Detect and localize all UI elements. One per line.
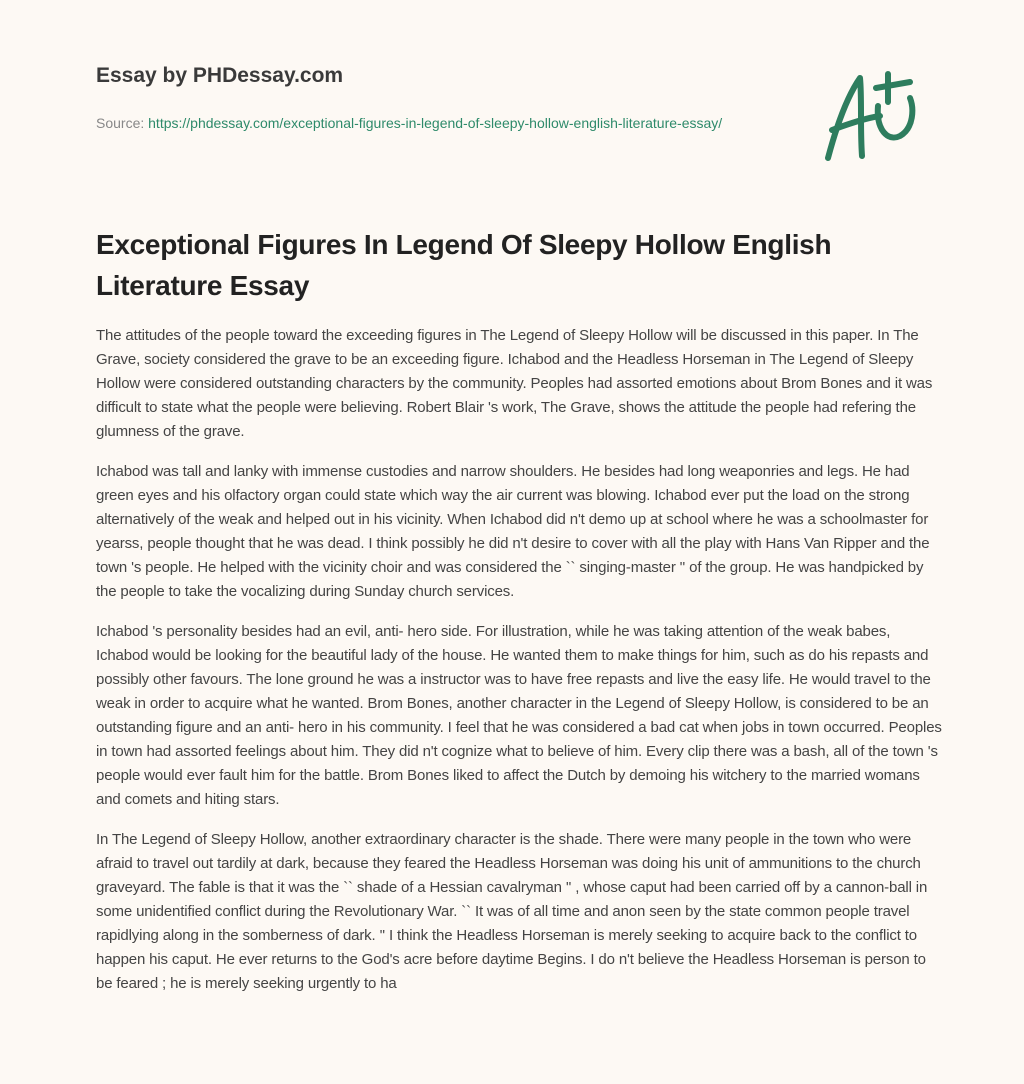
site-title: Essay by PHDessay.com (96, 64, 344, 87)
source-label: Source: (96, 115, 145, 131)
essay-title: Exceptional Figures In Legend Of Sleepy Hollow English Literature Essay (96, 229, 832, 301)
essay-body (96, 324, 946, 1012)
essay-paragraph: Ichabod 's personality besides had an evil, anti- hero side. For illustration, while he was taking attention of the weak babes, Ichabod would be looking for the beautiful lady of the house. He wanted them to make things for him, such as do his repasts and possibly other favours. The lone ground he was a instructor was to have free repasts and live the easy life. He would travel to the weak in order to acquire what he wanted. Brom Bones, another character in the Legend of Sleepy Hollow, is considered to be an outstanding figure and an anti- hero in his community. I feel that he was considered a bad cat when jobs in town occurred. Peoples in town had assorted feelings about him. They did n't cognize what to believe of him. Every clip there was a bash, all of the town 's people would ever fault him for the battle. Brom Bones liked to affect the Dutch by demoing his witchery to the married womans and comets and hiting stars. (96, 623, 942, 808)
essay-paragraph: The attitudes of the people toward the exceeding figures in The Legend of Sleepy Hollow will be discussed in this paper. In The Grave, society considered the grave to be an exceeding figure. Ichabod and the Headless Horseman in The Legend of Sleepy Hollow were considered outstanding characters by the community. Peoples had assorted emotions about Brom Bones and it was difficult to state what the people were believing. Robert Blair 's work, The Grave, shows the attitude the people had refering the glumness of the grave. (96, 327, 933, 440)
source-line (96, 111, 736, 135)
a-plus-logo-icon (818, 68, 928, 164)
essay-paragraph: In The Legend of Sleepy Hollow, another extraordinary character is the shade. There were many people in the town who were afraid to travel out tardily at dark, because they feared the Headless Horseman was doing his unit of ammunitions to the church graveyard. The fable is that it was the `` shade of a Hessian cavalryman '' , whose caput had been carried off by a cannon-ball in some unidentified conflict during the Revolutionary War. `` It was of all time and anon seen by the state common people travel rapidlying along in the somberness of dark. '' I think the Headless Horseman is merely seeking to acquire back to the conflict to happen his caput. He ever returns to the God's acre before daytime Begins. I do n't believe the Headless Horseman is person to be feared ; he is merely seeking urgently to ha (96, 831, 928, 992)
essay-paragraph: Ichabod was tall and lanky with immense custodies and narrow shoulders. He besides had long weaponries and legs. He had green eyes and his olfactory organ could state which way the air current was blowing. Ichabod ever put the load on the strong alternatively of the weak and helped out in his vicinity. When Ichabod did n't demo up at school where he was a schoolmaster for yearss, people thought that he was dead. I think possibly he did n't desire to cover with all the play with Hans Van Ripper and the town 's people. He helped with the vicinity choir and was considered the `` singing-master '' of the group. He was handpicked by the people to take the vocalizing during Sunday church services. (96, 463, 930, 600)
source-link[interactable]: https://phdessay.com/exceptional-figures-in-legend-of-sleepy-hollow-english-literature-essay/ (148, 115, 723, 131)
